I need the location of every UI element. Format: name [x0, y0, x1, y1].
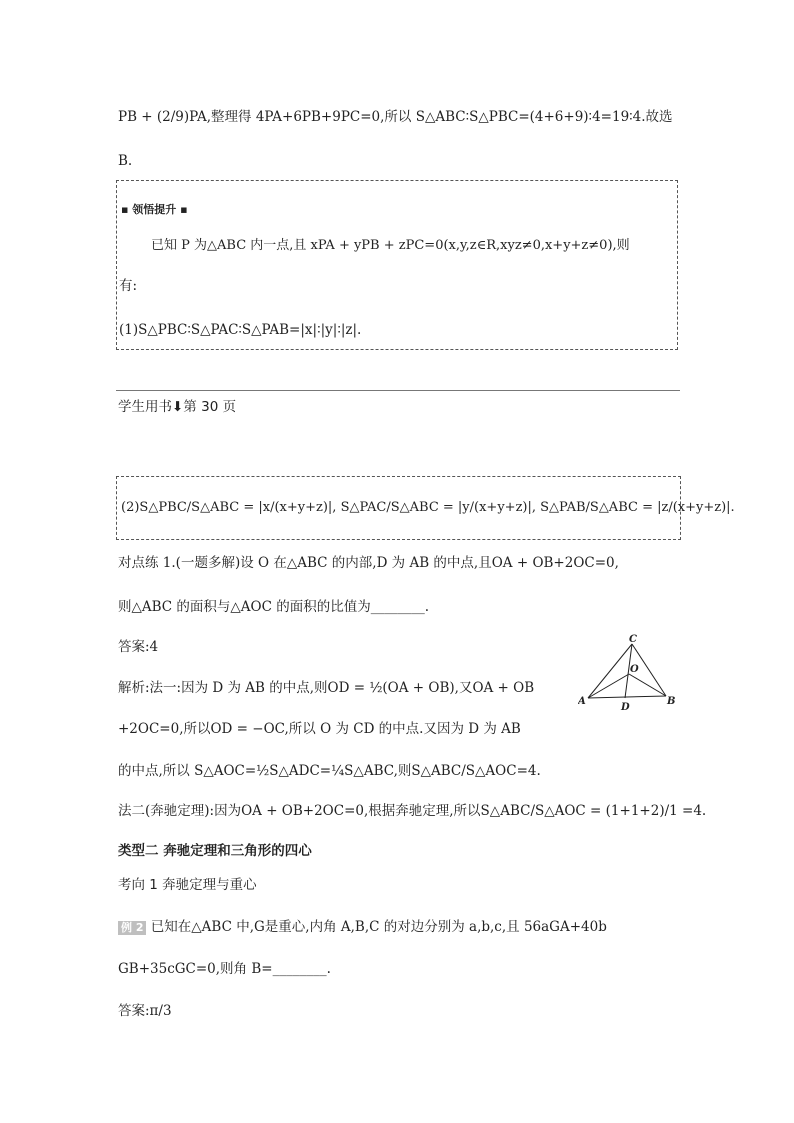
insight-box: [116, 180, 678, 350]
example-2-line-1: [118, 916, 607, 938]
label-b: B: [667, 696, 676, 707]
edge-ca: [588, 644, 632, 698]
solution-line-2: +2OC=0,所以OD = −OC,所以 O 为 CD 的中点.又因为 D 为 AB: [118, 721, 521, 737]
line-1: PB + (2/9)PA,整理得 4PA+6PB+9PC=0,所以 S△ABC∶S△PBC=(4+6+9)∶4=19∶4.故选: [118, 109, 673, 125]
solution-line-3: 的中点,所以 S△AOC=½S△ADC=¼S△ABC,则S△ABC/S△AOC=4.: [118, 763, 541, 779]
edge-ab: [588, 696, 666, 698]
page-separator: [116, 390, 680, 391]
triangle-figure: [578, 632, 678, 714]
insight-title: ▪ 领悟提升 ▪: [121, 203, 188, 216]
insight-text-1: 已知 P 为△ABC 内一点,且 xPA + yPB + zPC=0(x,y,z∈R,xyz≠0,x+y+z≠0),则: [151, 238, 630, 253]
insight-item-1: (1)S△PBC∶S△PAC∶S△PAB=|x|∶|y|∶|z|.: [119, 322, 362, 338]
segment-bo: [629, 674, 666, 696]
example-2-text-1: 已知在△ABC 中,G是重心,内角 A,B,C 的对边分别为 a,b,c,且 56aGA+40b: [150, 919, 607, 935]
page-marker: 学生用书⬇第 30 页: [118, 399, 237, 415]
label-c: C: [629, 634, 637, 645]
exercise-answer: 答案:4: [118, 639, 159, 655]
example-2-answer: 答案:π/3: [118, 1003, 172, 1019]
section-heading: 类型二 奔驰定理和三角形的四心: [118, 843, 312, 859]
formula-item-2: (2)S△PBC/S△ABC = |x/(x+y+z)|, S△PAC/S△ABC = |y/(x+y+z)|, S△PAB/S△ABC = |z/(x+y+z)|.: [121, 500, 735, 515]
label-o: O: [630, 664, 639, 675]
example-tag: 例 2: [118, 921, 146, 935]
formula-box: [116, 476, 735, 540]
insight-text-2: 有:: [119, 278, 138, 294]
solution-line-4: 法二(奔驰定理):因为OA + OB+2OC=0,根据奔驰定理,所以S△ABC/S△AOC = (1+1+2)/1 =4.: [118, 803, 707, 819]
segment-ao: [588, 674, 629, 698]
exercise-question-1: 对点练 1.(一题多解)设 O 在△ABC 的内部,D 为 AB 的中点,且OA + OB+2OC=0,: [118, 555, 619, 571]
label-a: A: [578, 696, 586, 707]
label-d: D: [621, 702, 630, 713]
subsection-heading: 考向 1 奔驰定理与重心: [118, 877, 257, 893]
solution-line-1: 解析:法一:因为 D 为 AB 的中点,则OD = ½(OA + OB),又OA + OB: [118, 680, 535, 696]
line-2: B.: [118, 153, 133, 169]
exercise-question-2: 则△ABC 的面积与△AOC 的面积的比值为________.: [118, 599, 430, 615]
example-2-line-2: GB+35cGC=0,则角 B=________.: [118, 961, 331, 977]
